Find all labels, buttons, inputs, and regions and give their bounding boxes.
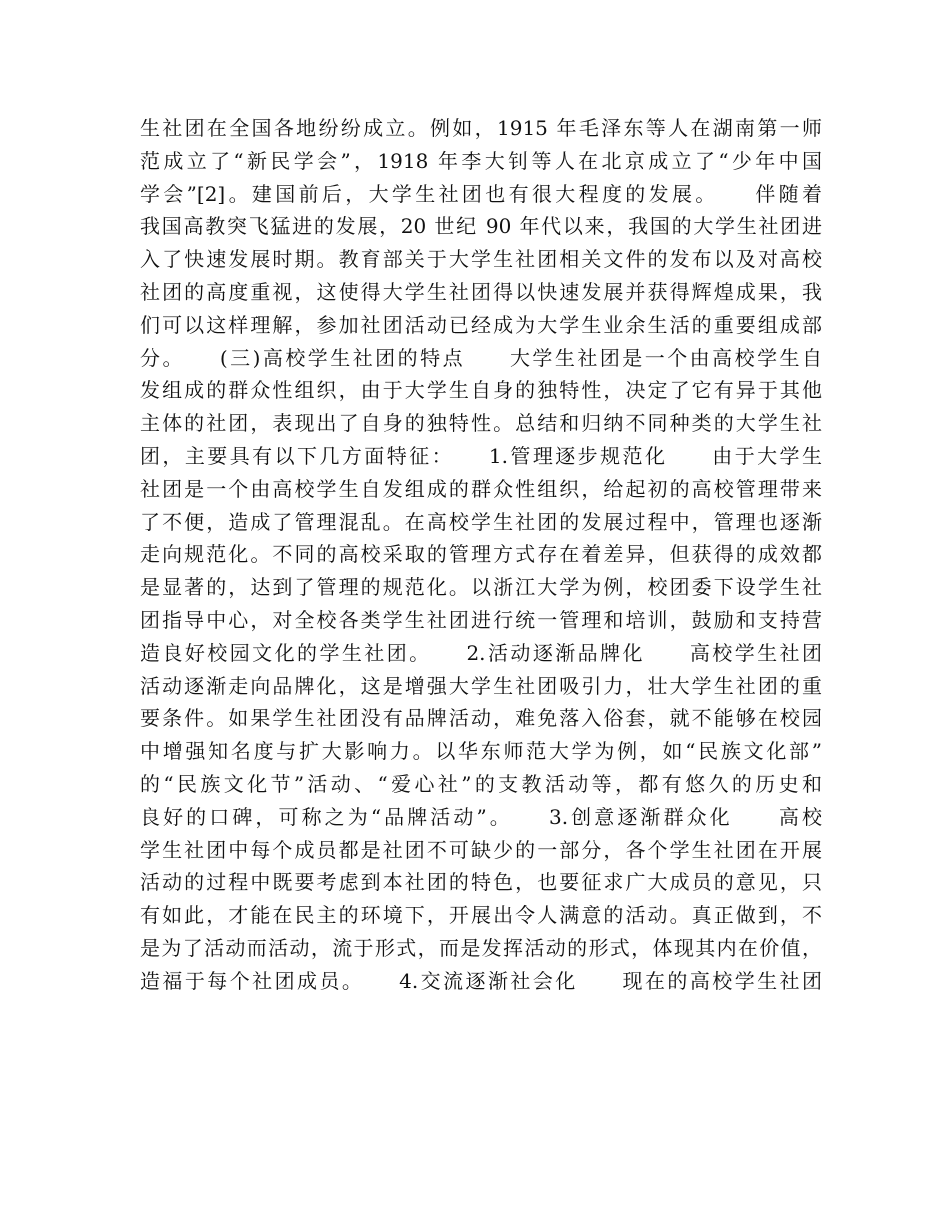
text-line: 活动逐渐走向品牌化，这是增强大学生社团吸引力，壮大学生社团的重 (140, 673, 822, 698)
text-line: 分。 (三)高校学生社团的特点 大学生社团是一个由高校学生自 (140, 345, 822, 370)
text-line: 范成立了“新民学会”，1918 年李大钊等人在北京成立了“少年中国 (140, 148, 822, 173)
text-line: 有如此，才能在民主的环境下，开展出令人满意的活动。真正做到，不 (140, 903, 822, 928)
text-line: 要条件。如果学生社团没有品牌活动，难免落入俗套，就不能够在校园 (140, 706, 822, 731)
text-line: 走向规范化。不同的高校采取的管理方式存在着差异，但获得的成效都 (140, 542, 822, 567)
text-line: 团，主要具有以下几方面特征： 1.管理逐步规范化 由于大学生 (140, 443, 822, 468)
text-line: 我国高教突飞猛进的发展，20 世纪 90 年代以来，我国的大学生社团进 (140, 214, 822, 239)
text-line: 中增强知名度与扩大影响力。以华东师范大学为例，如“民族文化部” (140, 739, 822, 764)
text-line: 团指导中心，对全校各类学生社团进行统一管理和培训，鼓励和支持营 (140, 607, 822, 632)
text-line: 学生社团中每个成员都是社团不可缺少的一部分，各个学生社团在开展 (140, 837, 822, 862)
text-line: 社团的高度重视，这使得大学生社团得以快速发展并获得辉煌成果，我 (140, 279, 822, 304)
text-line: 造福于每个社团成员。 4.交流逐渐社会化 现在的高校学生社团 (140, 968, 822, 993)
text-line: 们可以这样理解，参加社团活动已经成为大学生业余生活的重要组成部 (140, 312, 822, 337)
text-line: 社团是一个由高校学生自发组成的群众性组织，给起初的高校管理带来 (140, 476, 822, 501)
document-body-text (140, 112, 822, 998)
text-line: 了不便，造成了管理混乱。在高校学生社团的发展过程中，管理也逐渐 (140, 509, 822, 534)
text-line: 入了快速发展时期。教育部关于大学生社团相关文件的发布以及对高校 (140, 247, 822, 272)
text-line: 发组成的群众性组织，由于大学生自身的独特性，决定了它有异于其他 (140, 378, 822, 403)
text-line: 生社团在全国各地纷纷成立。例如，1915 年毛泽东等人在湖南第一师 (140, 116, 822, 140)
text-line: 学会”[2]。建国前后，大学生社团也有很大程度的发展。 伴随着 (140, 181, 822, 206)
text-line: 是为了活动而活动，流于形式，而是发挥活动的形式，体现其内在价值， (140, 935, 822, 960)
text-line: 是显著的，达到了管理的规范化。以浙江大学为例，校团委下设学生社 (140, 575, 822, 600)
text-line: 的“民族文化节”活动、“爱心社”的支教活动等，都有悠久的历史和 (140, 771, 822, 796)
text-line: 主体的社团，表现出了自身的独特性。总结和归纳不同种类的大学生社 (140, 411, 822, 436)
text-line: 造良好校园文化的学生社团。 2.活动逐渐品牌化 高校学生社团 (140, 640, 822, 665)
text-line: 活动的过程中既要考虑到本社团的特色，也要征求广大成员的意见，只 (140, 870, 822, 895)
text-line: 良好的口碑，可称之为“品牌活动”。 3.创意逐渐群众化 高校 (140, 804, 822, 829)
